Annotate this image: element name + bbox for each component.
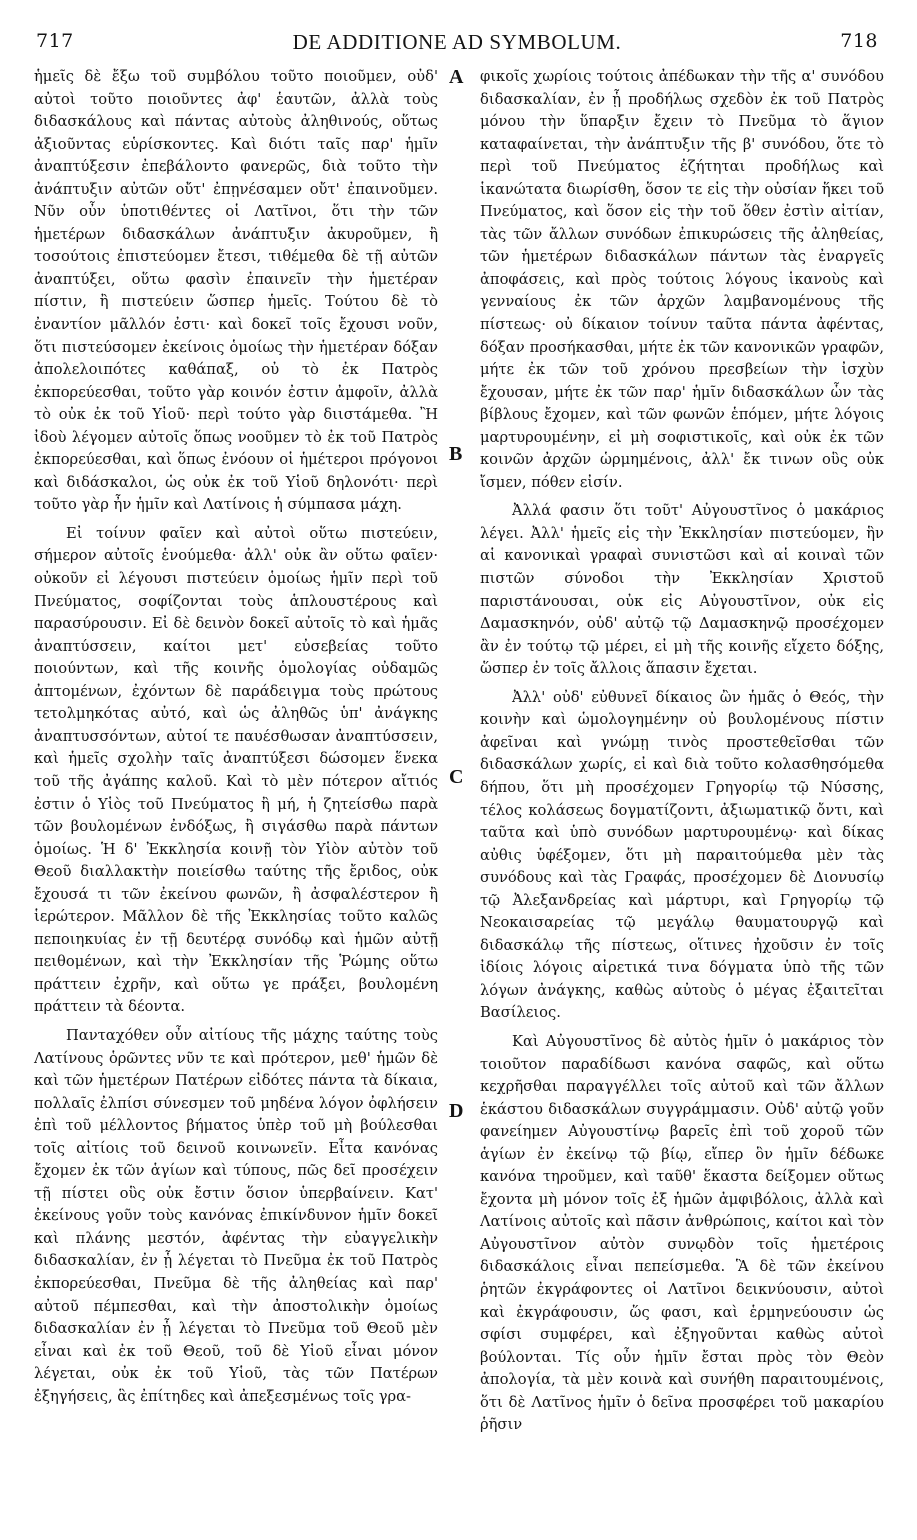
page-number-right: 718 [840, 30, 878, 52]
paragraph: Εἰ τοίνυν φαῖεν καὶ αὐτοὶ οὕτω πιστεύειν, σήμερον αὐτοῖς ἑνούμεθα· ἀλλ' οὐκ ἂν οὕτω φαῖεν· οὐκοῦν εἰ λέγουσι πιστεύειν ὁμοίως ἡμῖν περὶ τοῦ Πνεύματος, σοφίζονται τοὺς ἁπλουστέρους καὶ παρασύρουσιν. Εἰ δὲ δεινὸν δοκεῖ αὐτοῖς τὸ καὶ ἡμᾶς ἀναπτύσσειν, καίτοι μετ' εὐσεβείας τοῦτο ποιούντων, καὶ τῆς κοινῆς ὁμολογίας οὐδαμῶς ἀπτομένων, ἐχόντων δὲ παράδειγμα τοὺς πρώτους τετολμηκότας αὐτό, καὶ ὡς ἀληθῶς ὑπ' ἀνάγκης ἀναπτυσσόντων, αὐτοί τε παυέσθωσαν ἀναπτύσσειν, καὶ ἡμεῖς σχολὴν ταῖς ἀναπτύξεσι δώσομεν ἕνεκα τοῦ τῆς ἀγάπης καλοῦ. Καὶ τὸ μὲν πότερον αἴτιός ἐστιν ὁ Υἱὸς τοῦ Πνεύματος ἢ μή, ἡ ζητείσθω παρὰ τῶν βουλομένων ἐνδόξως, ἢ σιγάσθω παρὰ πάντων ὁμοίως. Ἡ δ' Ἐκκλησία κοινῇ τὸν Υἱὸν αὐτὸν τοῦ Θεοῦ διαλλακτὴν ποιείσθω ταύτης τῆς ἔριδος, οὐκ ἔχουσά τι τῶν ἐκείνου φωνῶν, ἢ ἀσφαλέστερον ἢ ἱερώτερον. Μᾶλλον δὲ τῆς Ἐκκλησίας τοῦτο καλῶς πεποιηκυίας ἐν τῇ δευτέρᾳ συνόδῳ καὶ ἡμῶν αὐτῇ πειθομένων, καὶ τὴν Ἐκκλησίαν τῆς Ῥώμης οὕτω πράττειν ἐχρῆν, καὶ οὕτω γε πράξει, βουλομένη πράττειν τὰ δέοντα. [34, 524, 438, 1016]
margin-marker-a: A [449, 66, 464, 88]
page-number-left: 717 [36, 30, 74, 52]
left-column [34, 66, 438, 1408]
paragraph: Ἀλλ' οὐδ' εὐθυνεῖ δίκαιος ὢν ἡμᾶς ὁ Θεός, τὴν κοινὴν καὶ ὡμολογημένην οὐ βουλομένους πίστιν ἀφεῖναι καὶ γνώμῃ τινὸς προστεθεῖσθαι τῶν διδασκάλων χωρίς, εἰ καὶ διὰ τοῦτο κολασθησόμεθα δήπου, ὅτι μὴ προσέχομεν Γρηγορίῳ τῷ Νύσσης, τέλος κολάσεως δογματίζοντι, ἀξιωματικῷ ὄντι, καὶ ταῦτα καὶ ὑπὸ συνόδων μαρτυρουμένῳ· καὶ δίκας αὐθις ὑφέξομεν, ὅτι μὴ παραιτούμεθα μὲν τὰς συνόδους καὶ τὰς Γραφάς, προσέχομεν δὲ Διονυσίῳ τῷ Ἀλεξανδρείας καὶ μάρτυρι, καὶ Γρηγορίῳ τῷ Νεοκαισαρείας τῷ μεγάλῳ θαυματουργῷ καὶ διδασκάλῳ τῆς πίστεως, οἵτινες ἠχοῦσιν ἐν τοῖς ἰδίοις λόγοις αἱρετικά τινα δόγματα ὑπὸ τῆς τῶν λόγων ἀνάγκης, καθὼς αὐτοὺς ὁ μέγας ἐξαιτεῖται Βασίλειος. [480, 688, 884, 1022]
running-title: DE ADDITIONE AD SYMBOLUM. [292, 30, 622, 54]
margin-marker-b: B [449, 443, 463, 465]
paragraph: Ἀλλά φασιν ὅτι τοῦτ' Αὐγουστῖνος ὁ μακάριος λέγει. Ἀλλ' ἡμεῖς εἰς τὴν Ἐκκλησίαν πιστεύομεν, ἣν αἱ κανονικαὶ γραφαὶ συνιστῶσι καὶ αἱ κοιναὶ τῶν πιστῶν σύνοδοι τὴν Ἐκκλησίαν Χριστοῦ παριστάνουσαι, οὐκ εἰς Αὐγουστῖνον, οὐκ εἰς Δαμασκηνόν, οὐδ' αὐτῷ τῷ Δαμασκηνῷ προσέχομεν ἂν ἐν τούτῳ τῷ μέρει, εἰ μὴ τῆς κοινῆς εἴχετο δόξης, ὥσπερ ἐν τοῖς ἄλλοις ἅπασιν ἔχεται. [480, 502, 884, 678]
paragraph: ἡμεῖς δὲ ἔξω τοῦ συμβόλου τοῦτο ποιοῦμεν, οὐδ' αὐτοὶ τοῦτο ποιοῦντες ἀφ' ἑαυτῶν, ἀλλὰ τοὺς διδασκάλους καὶ πάντας αὐτοὺς ἀληθινούς, οὕτως ἀξιοῦντας εὑρίσκοντες. Καὶ διότι ταῖς παρ' ἡμῖν ἀναπτύξεσιν ἐπεβάλοντο φανερῶς, διὰ τοῦτο τὴν ἀνάπτυξιν αὐτῶν οὔτ' ἐπῃνέσαμεν οὔτ' ἐπαινοῦμεν. Νῦν οὖν ὑποτιθέντες οἱ Λατῖνοι, ὅτι τὴν τῶν ἡμετέρων διδασκάλων ἀνάπτυξιν ἀκυροῦμεν, ἢ τοσούτοις ἐπιστεύομεν ἔτεσι, τιθέμεθα δὲ τῇ αὐτῶν ἀναπτύξει, οὕτω φασὶν ἐπαινεῖν τὴν ἡμετέραν πίστιν, ἢ πιστεύειν ὥσπερ ἡμεῖς. Τούτου δὲ τὸ ἐναντίον μᾶλλόν ἐστι· καὶ δοκεῖ τοῖς ἔχουσι νοῦν, ὅτι πιστεύσομεν ἐκείνοις ὁμοίως τὴν ἡμετέραν δόξαν ἀπολελοιπότες καθάπαξ, οὐ τὸ ἐκ Πατρὸς ἐκπορεύεσθαι, τοῦτο γὰρ κοινόν ἐστιν ἀμφοῖν, ἀλλὰ τὸ οὐκ ἐκ τοῦ Υἱοῦ· περὶ τούτο γὰρ διιστάμεθα. Ἢ ἰδοὺ λέγομεν αὐτοῖς ὅπως νοοῦμεν τὸ ἐκ τοῦ Πατρὸς ἐκπορεύεσθαι, καὶ ὅπως ἐνόουν οἱ ἡμέτεροι πρόγονοι καὶ διδάσκαλοι, ὡς οὐκ ἐκ τοῦ Υἱοῦ δηλονότι· περὶ τοῦτο γὰρ ἦν ἡμῖν καὶ Λατίνοις ἡ σύμπασα μάχη. [34, 68, 438, 514]
right-column [480, 66, 884, 1437]
margin-marker-d: D [449, 1100, 464, 1122]
paragraph: Πανταχόθεν οὖν αἰτίους τῆς μάχης ταύτης τοὺς Λατίνους ὁρῶντες νῦν τε καὶ πρότερον, μεθ' ἡμῶν δὲ καὶ τῶν ἡμετέρων Πατέρων εἰδότες πάντα τὰ δίκαια, πολλαῖς ἐλπίσι σύνεσμεν τοῦ μηδένα λόγον ὀφλήσειν ἐπὶ τοῦ μέλλοντος βήματος ὑπὲρ τοῦ μὴ βούλεσθαι τοῖς αἰτίοις τοῦ δεινοῦ κοινωνεῖν. Εἶτα κανόνας ἔχομεν ἐκ τῶν ἁγίων καὶ τύπους, πῶς δεῖ προσέχειν τῇ πίστει οὓς οὐκ ἔστιν ὅσιον ὑπερβαίνειν. Κατ' ἐκείνους γοῦν τοὺς κανόνας ἐπικίνδυνον ἡμῖν δοκεῖ καὶ πλάνης μεστόν, ἀφέντας τὴν εὐαγγελικὴν διδασκαλίαν, ἐν ᾗ λέγεται τὸ Πνεῦμα ἐκ τοῦ Πατρὸς ἐκπορεύεσθαι, Πνεῦμα δὲ τῆς ἀληθείας καὶ παρ' αὐτοῦ πέμπεσθαι, καὶ τὴν ἀποστολικὴν ὁμοίως διδασκαλίαν ἐν ᾗ λέγεται τὸ Πνεῦμα τοῦ Θεοῦ μὲν εἶναι καὶ ἐκ τοῦ Θεοῦ, τοῦ δὲ Υἱοῦ εἶναι μόνον λέγεται, οὐκ ἐκ τοῦ Υἱοῦ, τὰς τῶν Πατέρων ἐξηγήσεις, ἃς ἐπίτηδες καὶ ἀπεξεσμένως τοῖς γρα- [34, 1026, 438, 1405]
paragraph: φικοῖς χωρίοις τούτοις ἀπέδωκαν τὴν τῆς α' συνόδου διδασκαλίαν, ἐν ᾗ προδήλως σχεδὸν ἐκ τοῦ Πατρὸς μόνου τὴν ὕπαρξιν ἔχειν τὸ Πνεῦμα τὸ ἅγιον καταφαίνεται, τὴν ἀνάπτυξιν τῆς β' συνόδου, ὅτε τὸ περὶ τοῦ Πνεύματος ἐζήτηται προδήλως καὶ ἱκανώτατα διωρίσθη, ὅσον τε εἰς τὴν οὐσίαν ἥκει τοῦ Πνεύματος, καὶ ὅσον εἰς τὴν τοῦ ὅθεν ἐστὶν αἰτίαν, τὰς τῶν ἄλλων συνόδων ἐπικυρώσεις τῆς ἀληθείας, τῶν ἡμετέρων διδασκάλων πάντων τὰς ἐναργεῖς ἀποφάσεις, καὶ πρὸς τούτοις λόγους ἱκανοὺς καὶ γενναίους ἐκ τῶν ἀρχῶν λαμβανομένους τῆς πίστεως· οὐ δίκαιον τοίνυν ταῦτα πάντα ἀφέντας, δόξαν προσήκασθαι, μήτε ἐκ τῶν κανονικῶν γραφῶν, μήτε ἐκ τῶν τοῦ χρόνου πρεσβείων τὴν ἰσχὺν ἔχουσαν, μήτε ἐκ τῶν παρ' ἡμῖν διδασκάλων ὧν τὰς βίβλους ἔχομεν, καὶ τῶν φωνῶν ἑπόμεν, μήτε λόγοις μαρτυρουμένην, εἰ μὴ σοφιστικοῖς, καὶ οὐκ ἐκ τῶν κοινῶν ἀρχῶν ὡρμημένοις, ἀλλ' ἔκ τινων οὓς οὐκ ἴσμεν, πόθεν εἰσίν. [480, 68, 884, 491]
paragraph: Καὶ Αὐγουστῖνος δὲ αὐτὸς ἡμῖν ὁ μακάριος τὸν τοιοῦτον παραδίδωσι κανόνα σαφῶς, καὶ οὕτω κεχρῆσθαι παραγγέλλει τοῖς αὐτοῦ καὶ τῶν ἄλλων ἑκάστου διδασκάλων συγγράμμασιν. Οὐδ' αὐτῷ γοῦν φανείημεν Αὐγουστίνῳ βαρεῖς ἐπὶ τοῦ χοροῦ τῶν ἁγίων ἐν ἐκείνῳ τῷ βίῳ, εἴπερ ὃν ἡμῖν δέδωκε κανόνα τηροῦμεν, καὶ ταῦθ' ἕκαστα δείξομεν οὕτως ἔχοντα μὴ μόνον τοῖς ἐξ ἡμῶν ἀμφιβόλοις, ἀλλὰ καὶ Λατίνοις αὐτοῖς καὶ πᾶσιν ἀνθρώποις, καίτοι καὶ τὸν Αὐγουστῖνον αὐτὸν συνῳδὸν τοῖς ἡμετέροις διδασκάλοις εἶναι πεπείσμεθα. Ἃ δὲ τῶν ἐκείνου ῥητῶν ἐκγράφοντες οἱ Λατῖνοι δεικνύουσιν, αὐτοὶ καὶ ἐκγράφουσιν, ὥς φασι, καὶ ἑρμηνεύουσιν ὡς σφίσι συμφέρει, καὶ ἐξηγοῦνται καθὼς αὐτοὶ βούλονται. Τίς οὖν ἡμῖν ἔσται πρὸς τὸν Θεὸν ἀπολογία, τὰ μὲν κοινὰ καὶ συνήθη παραιτουμένοις, ὅτι δὲ Λατῖνος ἡμῖν ὁ δεῖνα προσφέρει τοῦ μακαρίου ῥῆσιν [480, 1032, 884, 1434]
running-header [36, 30, 878, 58]
margin-marker-c: C [449, 766, 464, 788]
